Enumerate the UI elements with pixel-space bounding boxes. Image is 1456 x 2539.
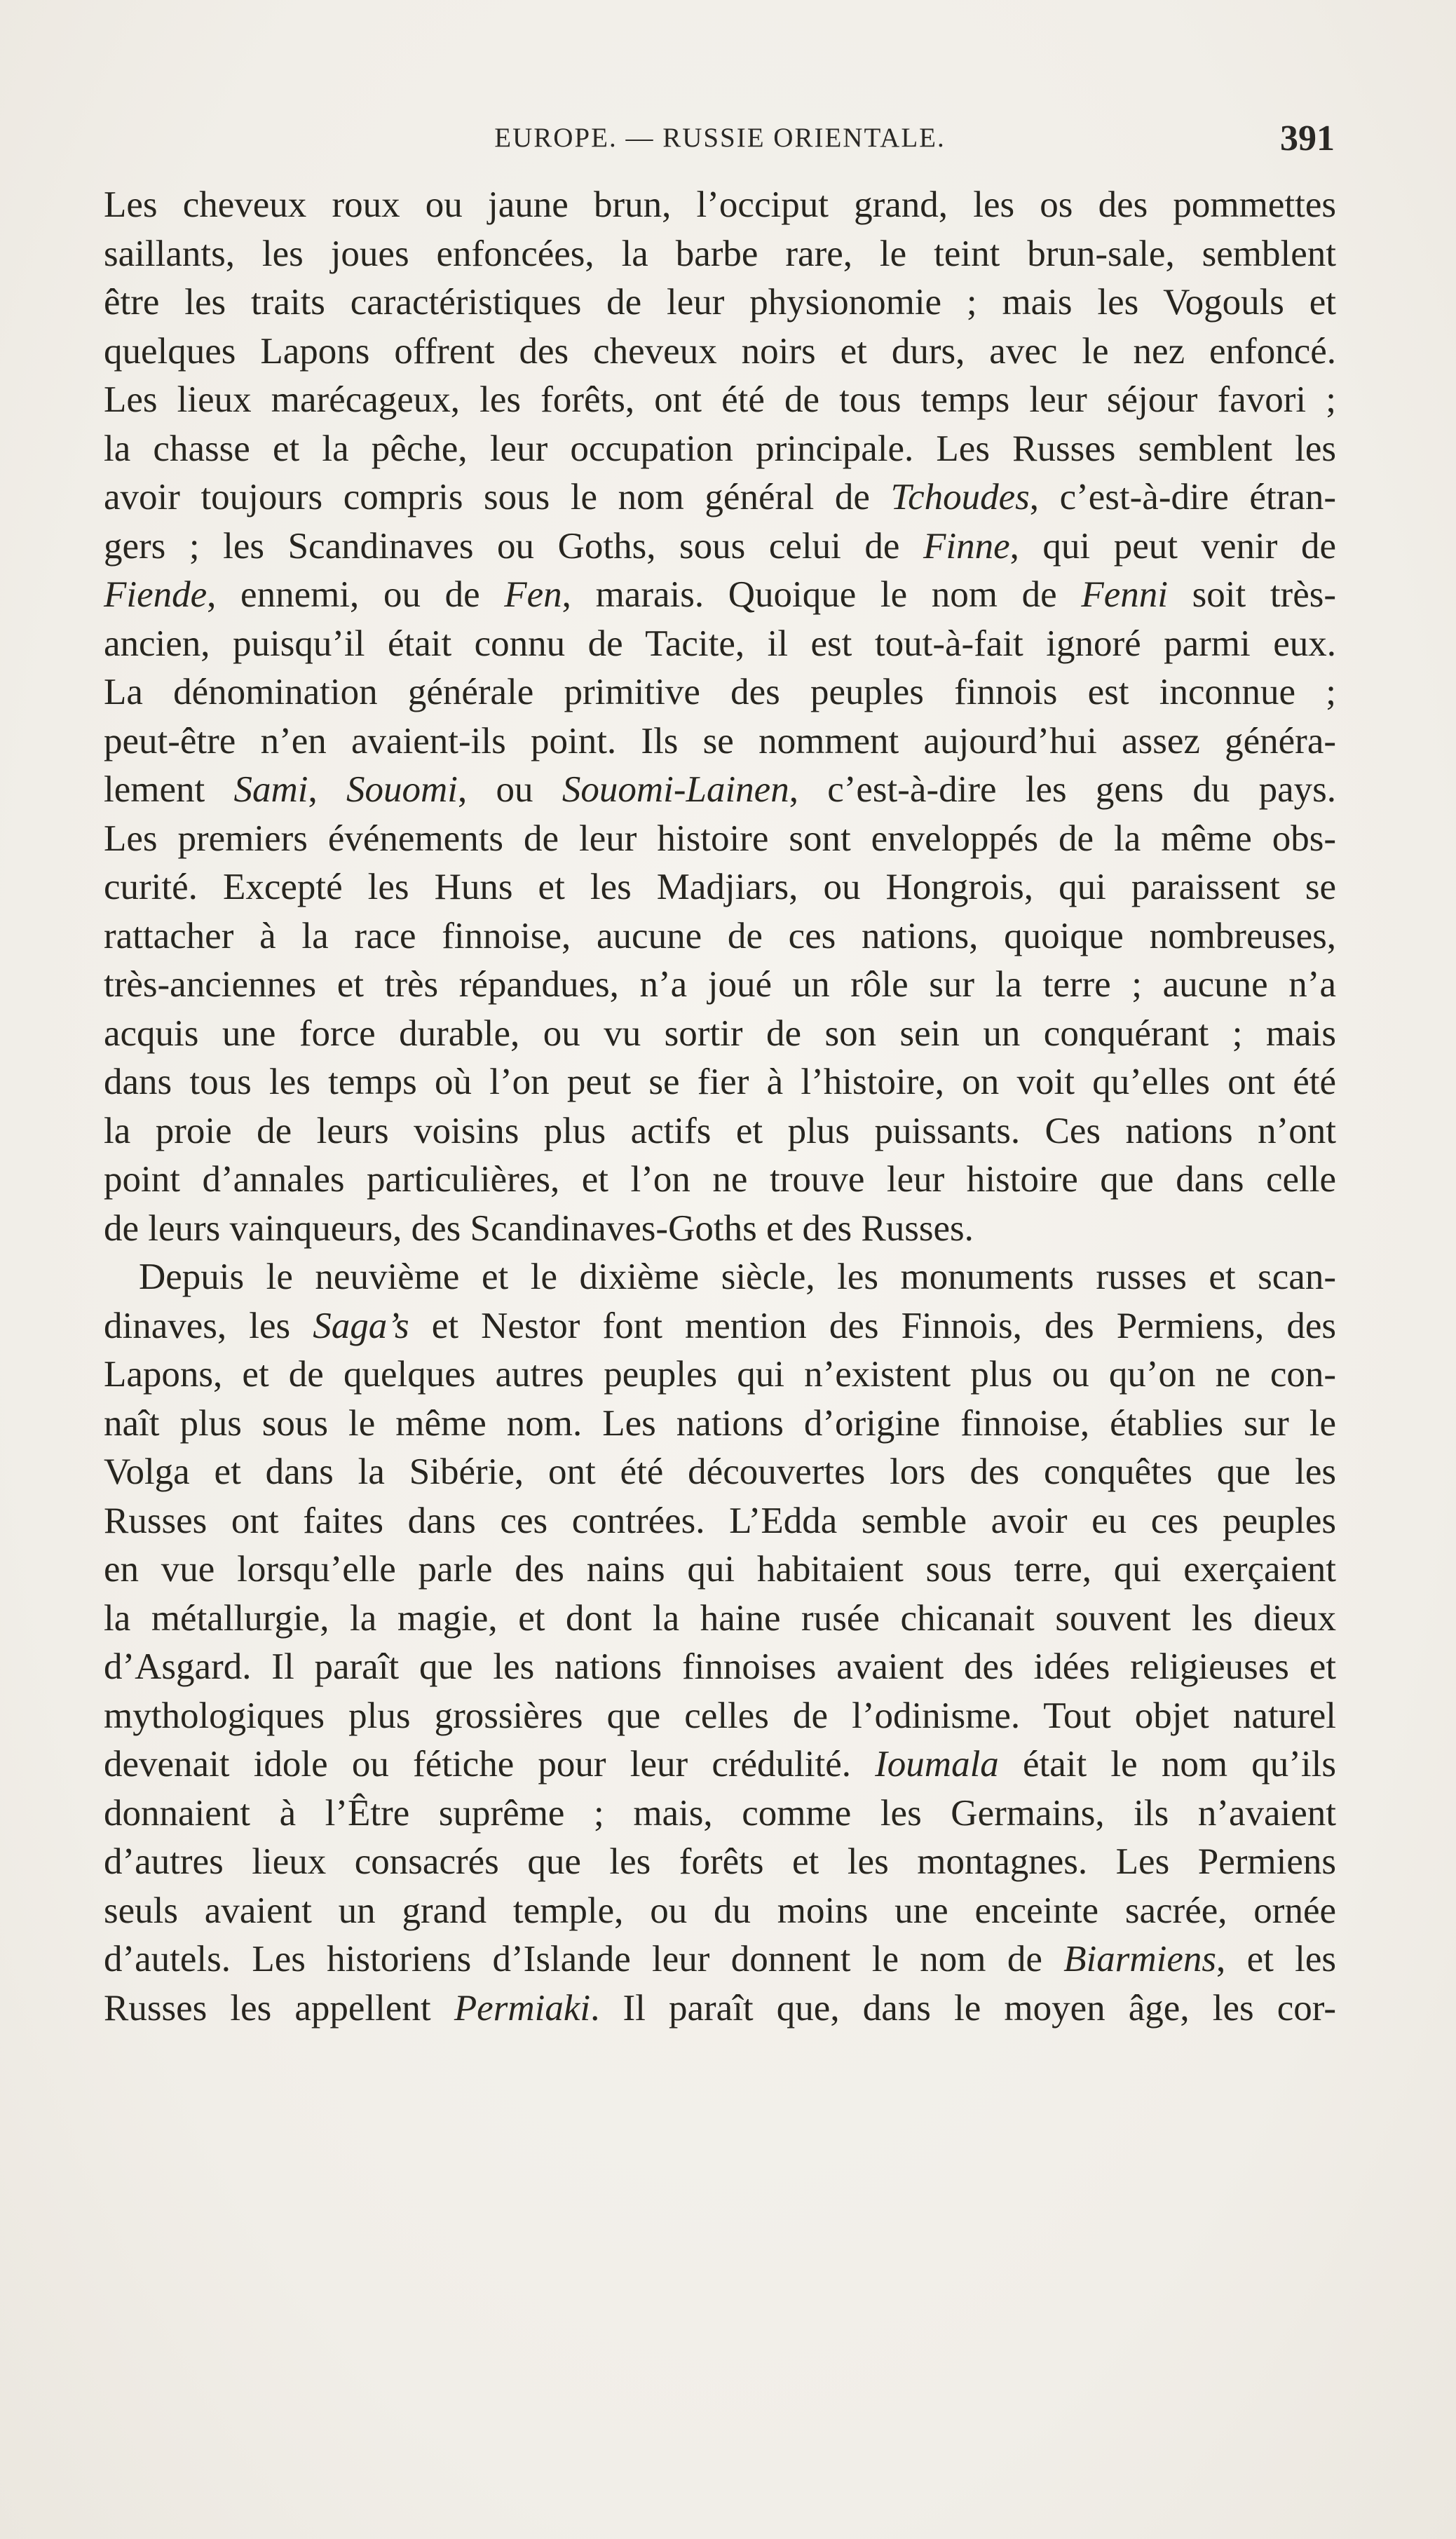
text-line: seuls avaient un grand temple, ou du moins une enceinte sacrée, ornée — [104, 1890, 1336, 1931]
text-line: La dénomination générale primitive des peuples finnois est inconnue ; — [104, 672, 1336, 712]
text-line: gers ; les Scandinaves ou Goths, sous celui de Finne, qui peut venir de — [104, 525, 1336, 567]
text-line: la chasse et la pêche, leur occupation principale. Les Russes semblent les — [104, 428, 1336, 469]
text-line: en vue lorsqu’elle parle des nains qui habitaient sous terre, qui exerçaient — [104, 1549, 1336, 1590]
text-line: avoir toujours compris sous le nom général de Tchoudes, c’est-à-dire étran- — [104, 477, 1336, 517]
text-line: Fiende, ennemi, ou de Fen, marais. Quoique le nom de Fenni soit très- — [104, 574, 1337, 615]
text-line: dans tous les temps où l’on peut se fier à l’histoire, on voit qu’elles ont été — [104, 1062, 1336, 1102]
text-line: d’autres lieux consacrés que les forêts et les montagnes. Les Permiens — [104, 1841, 1336, 1882]
text-line: dinaves, les Saga’s et Nestor font mention des Finnois, des Permiens, des — [104, 1305, 1336, 1346]
text-line: rattacher à la race finnoise, aucune de ces nations, quoique nombreuses, — [104, 915, 1336, 956]
page-header — [104, 118, 1336, 160]
text-line: devenait idole ou fétiche pour leur crédulité. Ioumala était le nom qu’ils — [104, 1744, 1336, 1785]
running-head: EUROPE. — RUSSIE ORIENTALE. — [494, 123, 946, 153]
page-number: 391 — [1280, 119, 1335, 158]
text-line: lement Sami, Souomi, ou Souomi-Lainen, c’est-à-dire les gens du pays. — [104, 769, 1336, 810]
text-line: Depuis le neuvième et le dixième siècle, les monuments russes et scan- — [139, 1257, 1336, 1297]
paragraph-2 — [104, 1253, 1336, 2033]
text-line: mythologiques plus grossières que celles de l’odinisme. Tout objet naturel — [104, 1695, 1336, 1736]
body-text — [104, 181, 1336, 2033]
text-line: d’Asgard. Il paraît que les nations finnoises avaient des idées religieuses et — [104, 1646, 1336, 1687]
text-line: Russes les appellent Permiaki. Il paraît que, dans le moyen âge, les cor- — [104, 1987, 1336, 2029]
text-line: quelques Lapons offrent des cheveux noirs et durs, avec le nez enfoncé. — [104, 330, 1336, 372]
text-line: donnaient à l’Être suprême ; mais, comme les Germains, ils n’avaient — [104, 1792, 1336, 1834]
text-line: point d’annales particulières, et l’on ne trouve leur histoire que dans celle — [104, 1159, 1336, 1200]
text-line: de leurs vainqueurs, des Scandinaves-Goths et des Russes. — [104, 1207, 974, 1249]
text-line: la métallurgie, la magie, et dont la haine rusée chicanait souvent les dieux — [104, 1597, 1336, 1639]
text-line: saillants, les joues enfoncées, la barbe rare, le teint brun-sale, semblent — [104, 233, 1336, 274]
text-line: curité. Excepté les Huns et les Madjiars, ou Hongrois, qui paraissent se — [104, 867, 1336, 907]
text-line: être les traits caractéristiques de leur physionomie ; mais les Vogouls et — [104, 282, 1336, 323]
text-line: Lapons, et de quelques autres peuples qui n’existent plus ou qu’on ne con- — [104, 1354, 1336, 1395]
text-line: ancien, puisqu’il était connu de Tacite, il est tout-à-fait ignoré parmi eux. — [104, 623, 1336, 664]
text-line: naît plus sous le même nom. Les nations d’origine finnoise, établies sur le — [104, 1402, 1336, 1444]
text-line: Les lieux marécageux, les forêts, ont été de tous temps leur séjour favori ; — [104, 379, 1336, 420]
text-line: la proie de leurs voisins plus actifs et plus puissants. Ces nations n’ont — [104, 1110, 1336, 1151]
text-line: Russes ont faites dans ces contrées. L’Edda semble avoir eu ces peuples — [104, 1500, 1336, 1541]
text-line: Volga et dans la Sibérie, ont été découvertes lors des conquêtes que les — [104, 1451, 1336, 1492]
text-line: Les cheveux roux ou jaune brun, l’occiput grand, les os des pommettes — [104, 184, 1336, 225]
text-line: très-anciennes et très répandues, n’a joué un rôle sur la terre ; aucune n’a — [104, 964, 1336, 1005]
text-line: peut-être n’en avaient-ils point. Ils se nomment aujourd’hui assez généra- — [104, 720, 1336, 761]
text-line: acquis une force durable, ou vu sortir de son sein un conquérant ; mais — [104, 1013, 1336, 1054]
text-line: Les premiers événements de leur histoire sont enveloppés de la même obs- — [104, 818, 1336, 859]
paragraph-1 — [104, 181, 1336, 1253]
text-line: d’autels. Les historiens d’Islande leur donnent le nom de Biarmiens, et les — [104, 1939, 1336, 1979]
